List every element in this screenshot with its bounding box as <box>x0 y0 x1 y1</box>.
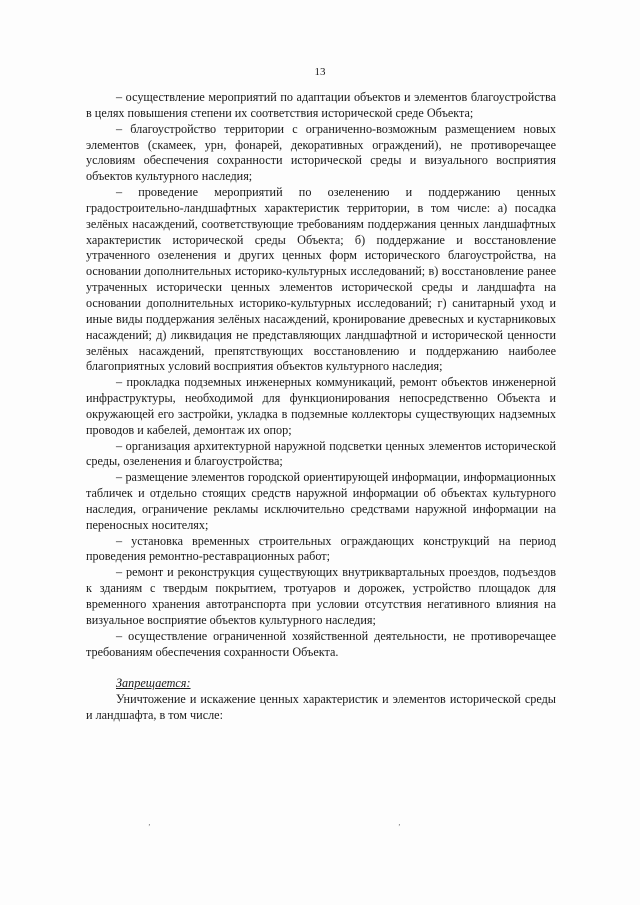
paragraph-roads: – ремонт и реконструкция существующих внутриквартальных проездов, подъездов к зданиям с твердым покрытием, тротуаров и дорожек, устройство площадок для временного хранения автотранспорта при условии отсутствия негативного влияния на визуальное восприятие объектов культурного наследия; <box>86 565 556 627</box>
scan-mark-left: ‚ <box>148 818 151 827</box>
paragraph-lighting: – организация архитектурной наружной подсветки ценных элементов исторической среды, озеленения и благоустройства; <box>86 438 556 469</box>
scan-mark-right: ‚ <box>398 818 401 827</box>
document-body <box>86 90 556 724</box>
paragraph-landscaping: – проведение мероприятий по озеленению и поддержанию ценных градостроительно-ландшафтных характеристик территории, в том числе: а) посадка зелёных насаждений, соответствующие требованиям поддержания ценных ландшафтных характеристик исторической среды Объекта; б) поддержание и восстановление утраченного озеленения и других ценных форм исторического благоустройства, на основании дополнительных историко-культурных исследований; в) восстановление ранее утраченных исторически ценных элементов исторической среды и ландшафта на основании дополнительных историко-культурных исследований; г) санитарный уход и иные виды поддержания зелёных насаждений, кронирование древесных и кустарниковых насаждений; д) ликвидация не представляющих ландшафтной и исторической ценности зелёных насаждений, препятствующих восстановлению и поддержанию наиболее благоприятных условий восприятия объектов культурного наследия; <box>86 185 556 374</box>
paragraph-adaptation: – осуществление мероприятий по адаптации объектов и элементов благоустройства в целях повышения степени их соответствия исторической среде Объекта; <box>86 90 556 120</box>
paragraph-information: – размещение элементов городской ориентирующей информации, информационных табличек и отдельно стоящих средств наружной информации об объектах культурного наследия, ограничение рекламы исключительно средствами наружной информации на переносных носителях; <box>86 470 556 532</box>
paragraph-improvement: – благоустройство территории с ограниченно-возможным размещением новых элементов (скамеек, урн, фонарей, декоративных ограждений), не противоречащее условиям обеспечения сохранности исторической среды и визуального восприятия объектов культурного наследия; <box>86 121 556 184</box>
paragraph-utilities: – прокладка подземных инженерных коммуникаций, ремонт объектов инженерной инфраструктуры, необходимой для функционирования непосредственно Объекта и окружающей его застройки, укладка в подземные коллекторы существующих надземных проводов и кабелей, демонтаж их опор; <box>86 375 556 437</box>
page-number: 13 <box>314 66 326 78</box>
paragraph-economic-activity: – осуществление ограниченной хозяйственной деятельности, не противоречащее требованиям обеспечения сохранности Объекта. <box>86 628 556 659</box>
paragraph-fencing: – установка временных строительных ограждающих конструкций на период проведения ремонтно-реставрационных работ; <box>86 533 556 564</box>
section-gap <box>86 660 556 676</box>
forbidden-paragraph: Уничтожение и искажение ценных характеристик и элементов исторической среды и ландшафта, в том числе: <box>86 692 556 723</box>
forbidden-heading: Запрещается: <box>116 676 191 691</box>
